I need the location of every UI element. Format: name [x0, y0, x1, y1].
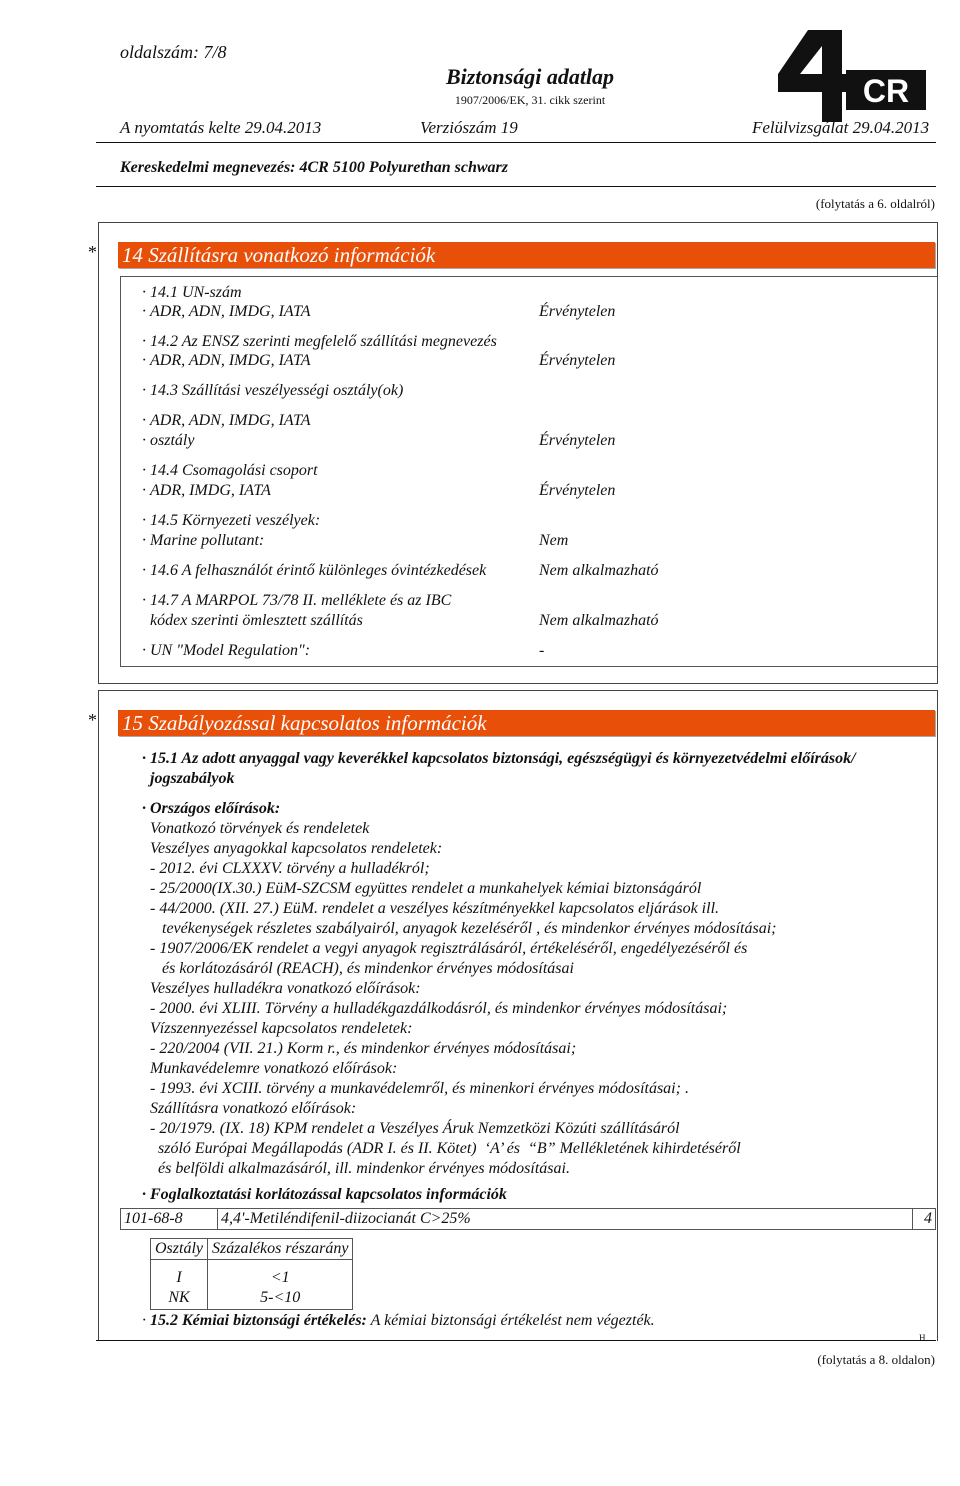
- row-14-2-label: · 14.2 Az ENSZ szerinti megfelelő szállítási megnevezés: [142, 333, 497, 350]
- trade-name-divider: [96, 186, 936, 187]
- page-number: oldalszám: 7/8: [120, 42, 227, 62]
- regulation-line: - 2012. évi CLXXXV. törvény a hulladékról;: [150, 860, 430, 877]
- regulation-line: tevékenységek részletes szabályairól, anyagok kezeléséről , és mindenkor érvényes módosításai;: [150, 920, 777, 937]
- trade-name: Kereskedelmi megnevezés: 4CR 5100 Polyurethan schwarz: [120, 159, 508, 176]
- continued-on: (folytatás a 8. oldalon): [817, 1352, 935, 1367]
- version-number: Verziószám 19: [420, 118, 518, 137]
- substance-name: 4,4'-Metiléndifenil-diizocianát C>25%: [218, 1209, 913, 1230]
- row-un-modes-value: Érvénytelen: [539, 303, 616, 320]
- row-packing-modes-value: Érvénytelen: [539, 482, 616, 499]
- row-class-modes-label: · ADR, ADN, IMDG, IATA: [142, 412, 311, 429]
- row-14-7-label-cont: kódex szerinti ömlesztett szállítás: [150, 612, 363, 629]
- section-15-heading: 15 Szabályozással kapcsolatos információk: [118, 710, 935, 736]
- row-model-regulation-value: -: [539, 642, 545, 659]
- regulation-reference: 1907/2006/EK, 31. cikk szerint: [454, 93, 606, 107]
- row-14-4-label: · 14.4 Csomagolási csoport: [142, 462, 318, 479]
- footer-divider: [96, 1340, 936, 1341]
- row-14-6-label: · 14.6 A felhasználót érintő különleges óvintézkedések: [142, 562, 487, 579]
- regulation-line: Veszélyes anyagokkal kapcsolatos rendeletek:: [150, 840, 443, 857]
- table-row: [151, 1260, 353, 1310]
- regulation-line: - 20/1979. (IX. 18) KPM rendelet a Veszélyes Áruk Nemzetközi Közúti szállításáról: [150, 1120, 680, 1137]
- restriction-value: 4: [913, 1209, 936, 1230]
- restriction-table: [120, 1208, 936, 1230]
- table-header-row: [151, 1239, 353, 1260]
- regulation-line: - 220/2004 (VII. 21.) Korm r., és mindenkor érvényes módosításai;: [150, 1040, 577, 1057]
- section-15-2-line: · 15.2 Kémiai biztonsági értékelés: A kémiai biztonsági értékelést nem végezték.: [142, 1312, 655, 1329]
- regulation-line: Veszélyes hulladékra vonatkozó előírások:: [150, 980, 421, 997]
- percentage-cell: <1 5-<10: [208, 1260, 353, 1310]
- regulation-line: - 2000. évi XLIII. Törvény a hulladékgazdálkodásról, és mindenkor érvényes módosításai;: [150, 1000, 728, 1017]
- row-class-value: Érvénytelen: [539, 432, 616, 449]
- table-row: [121, 1209, 936, 1230]
- section-14-change-marker: *: [88, 242, 97, 262]
- class-percentage-table: [150, 1238, 353, 1310]
- header-divider: [96, 142, 936, 143]
- print-date: A nyomtatás kelte 29.04.2013: [120, 118, 322, 137]
- section-14-heading: 14 Szállításra vonatkozó információk: [118, 242, 935, 268]
- row-14-1-label: · 14.1 UN-szám: [142, 284, 242, 301]
- row-14-7-value: Nem alkalmazható: [539, 612, 659, 629]
- regulation-line: és belföldi alkalmazásáról, ill. mindenkor érvényes módosításai.: [150, 1160, 570, 1177]
- column-header: Százalékos részarány: [208, 1239, 353, 1260]
- regulation-line: - 44/2000. (XII. 27.) EüM. rendelet a veszélyes készítményekkel kapcsolatos eljárások ill.: [150, 900, 720, 917]
- row-class-label: · osztály: [142, 432, 195, 449]
- regulation-line: - 1993. évi XCIII. törvény a munkavédelemről, és minenkori érvényes módosításai; .: [150, 1080, 689, 1097]
- svg-text:CR: CR: [862, 73, 910, 109]
- row-14-3-label: · 14.3 Szállítási veszélyességi osztály(ok): [142, 382, 404, 399]
- row-model-regulation-label: · UN "Model Regulation":: [142, 642, 311, 659]
- continued-from: (folytatás a 6. oldalról): [815, 196, 935, 211]
- column-header: Osztály: [151, 1239, 208, 1260]
- company-logo: [770, 22, 930, 132]
- section-15-change-marker: *: [88, 710, 97, 730]
- regulation-line: Munkavédelemre vonatkozó előírások:: [150, 1060, 398, 1077]
- section-15-1-heading-cont: jogszabályok: [150, 770, 235, 787]
- regulation-line: szóló Európai Megállapodás (ADR I. és II. Kötet) ‘A’ és “B” Mellékletének kihirdetéséről: [150, 1140, 741, 1157]
- regulation-line: - 25/2000(IX.30.) EüM-SZCSM együttes rendelet a munkahelyek kémiai biztonságáról: [150, 880, 702, 897]
- revision-date: Felülvizsgálat 29.04.2013: [752, 118, 930, 137]
- row-14-5-label: · 14.5 Környezeti veszélyek:: [142, 512, 321, 529]
- cas-number: 101-68-8: [121, 1209, 218, 1230]
- class-cell: I NK: [151, 1260, 208, 1310]
- employment-restrictions-heading: · Foglalkoztatási korlátozással kapcsolatos információk: [142, 1186, 507, 1203]
- footer-mark: H: [919, 1333, 926, 1343]
- row-un-modes-label: · ADR, ADN, IMDG, IATA: [142, 303, 311, 320]
- regulation-line: Szállításra vonatkozó előírások:: [150, 1100, 357, 1117]
- row-14-6-value: Nem alkalmazható: [539, 562, 659, 579]
- row-packing-modes-label: · ADR, IMDG, IATA: [142, 482, 271, 499]
- regulation-line: - 1907/2006/EK rendelet a vegyi anyagok regisztrálásáról, értékeléséről, engedélyezéséről és: [150, 940, 748, 957]
- row-marine-pollutant-label: · Marine pollutant:: [142, 532, 265, 549]
- row-marine-pollutant-value: Nem: [539, 532, 569, 549]
- section-15-1-heading: · 15.1 Az adott anyaggal vagy keverékkel kapcsolatos biztonsági, egészségügyi és környezetvédelmi előírások/: [142, 750, 856, 767]
- row-name-modes-label: · ADR, ADN, IMDG, IATA: [142, 352, 311, 369]
- row-name-modes-value: Érvénytelen: [539, 352, 616, 369]
- row-14-7-label: · 14.7 A MARPOL 73/78 II. melléklete és az IBC: [142, 592, 452, 609]
- regulation-line: Vízszennyezéssel kapcsolatos rendeletek:: [150, 1020, 413, 1037]
- regulation-line: és korlátozásáról (REACH), és mindenkor érvényes módosításai: [150, 960, 574, 977]
- regulation-line: Vonatkozó törvények és rendeletek: [150, 820, 370, 837]
- document-title: Biztonsági adatlap: [445, 64, 615, 89]
- national-regulations-heading: · Országos előírások:: [142, 800, 281, 817]
